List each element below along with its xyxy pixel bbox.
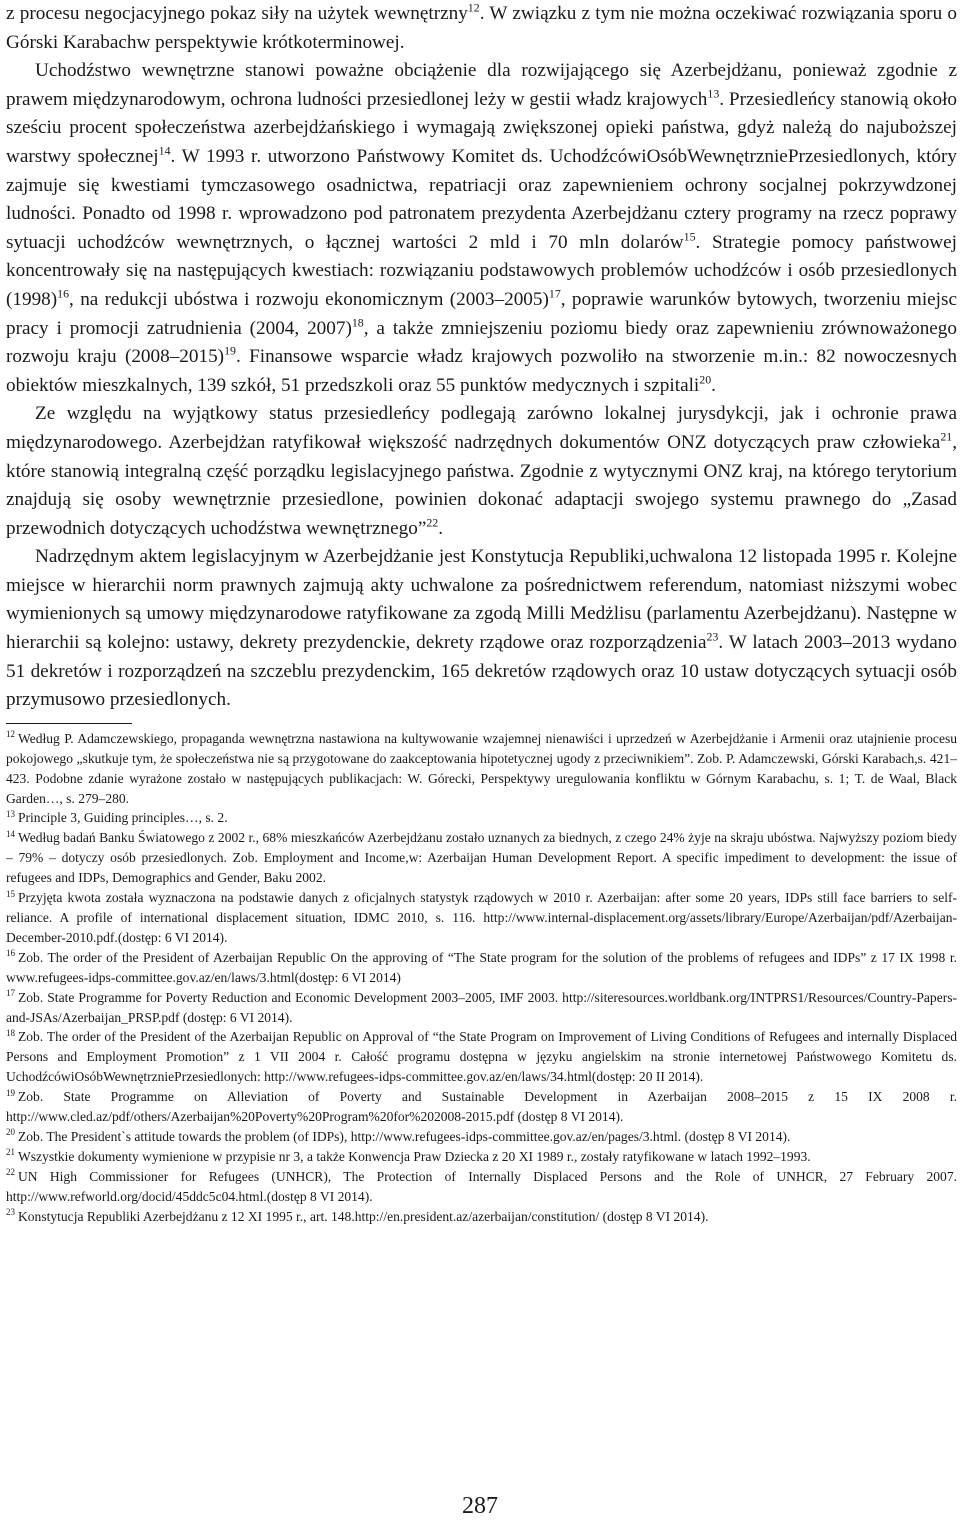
footnote-text: Wszystkie dokumenty wymienione w przypisie nr 3, a także Konwencja Praw Dziecka z 20 XI 1989 r., zostały ratyfikowane w latach 1992–1993. (18, 1148, 811, 1164)
footnote-17 (6, 988, 957, 1028)
footnote-text: Zob. State Programme for Poverty Reduction and Economic Development 2003–2005, IMF 2003. http://siteresources.worldbank.org/INTPRS1/Resources/Country-Papers-and-JSAs/Azerbaijan_PRSP.pdf (dostęp: 6 VI 2014). (6, 989, 957, 1025)
footnote-15 (6, 888, 957, 948)
paragraph-text: . (438, 517, 444, 539)
footnote-number: 19 (6, 1087, 15, 1098)
paragraph-text: , na redukcji ubóstwa i rozwoju ekonomicznym (2003–2005) (69, 288, 549, 310)
paragraph-text: . W 1993 r. utworzono Państwowy Komitet ds. UchodźcówiOsóbWewnętrzniePrzesiedlonych, który zajmuje się kwestiami tymczasowego osadnictwa, repatriacji oraz zapewnieniem ochrony socjalnej pokrzywdzonej ludności. Ponadto od 1998 r. wprowadzono pod patronatem prezydenta Azerbejdżanu cztery programy na rzecz poprawy sytuacji uchodźców wewnętrznych, o łącznej wartości 2 mld i 70 mln dolarów (6, 145, 957, 253)
footnote-text: Zob. The order of the President of Azerbaijan Republic On the approving of “The State program for the solution of the problems of refugees and IDPs” z 17 IX 1998 r. www.refugees-idps-committee.gov.az/en/laws/3.html(dostęp: 6 VI 2014) (6, 949, 957, 985)
paragraph-text: . Strategie pomocy państwowej koncentrowały się na następujących kwestiach: rozwiązaniu podstawowych problemów uchodźców i osób przesiedlonych (1998) (6, 231, 958, 310)
paragraph-text: , które stanowią integralną część porządku legislacyjnego państwa. Zgodnie z wytycznymi ONZ kraj, na którego terytorium znajdują się osoby wewnętrznie przesiedlone, powinien dokonać adaptacji swojego systemu prawnego do „Zasad przewodnich dotyczących uchodźstwa wewnętrznego” (6, 431, 957, 539)
footnote-ref-16[interactable]: 16 (57, 286, 70, 301)
footnote-number: 15 (6, 888, 15, 899)
footnote-ref-21[interactable]: 21 (940, 429, 953, 444)
footnote-separator (6, 723, 132, 724)
footnote-number: 16 (6, 948, 15, 959)
footnote-16 (6, 948, 957, 988)
footnote-13 (6, 808, 957, 828)
paragraph-text: z procesu negocjacyjnego pokaz siły na użytek wewnętrzny (6, 3, 468, 24)
footnote-ref-13[interactable]: 13 (707, 86, 720, 101)
paragraph-text: , poprawie warunków bytowych, tworzeniu miejsc pracy i promocji zatrudnienia (2004, 2007) (6, 288, 957, 339)
footnote-22 (6, 1167, 957, 1207)
footnote-23 (6, 1207, 957, 1227)
footnote-14 (6, 828, 957, 888)
footnote-ref-19[interactable]: 19 (224, 343, 236, 358)
paragraph-text: Nadrzędnym aktem legislacyjnym w Azerbejdżanie jest Konstytucja Republiki,uchwalona 12 listopada 1995 r. Kolejne miejsce w hierarchii norm prawnych zajmują akty uchwalone za pośrednictwem referendum, natomiast niższymi wobec wymienionych są umowy międzynarodowe ratyfikowane za zgodą Milli Medżlisu (parlamentu Azerbejdżanu). Następne w hierarchii są kolejno: ustawy, dekrety prezydenckie, dekrety rządowe oraz rozporządzenia (6, 546, 957, 654)
footnote-number: 21 (6, 1147, 15, 1158)
footnote-ref-14[interactable]: 14 (158, 143, 171, 158)
paragraph-4 (6, 543, 957, 715)
footnote-ref-17[interactable]: 17 (548, 286, 561, 301)
footnote-ref-20[interactable]: 20 (699, 372, 712, 387)
footnote-text: UN High Commissioner for Refugees (UNHCR), The Protection of Internally Displaced Persons and the Role of UNHCR, 27 February 2007. http://www.refworld.org/docid/45ddc5c04.html.(dostęp 8 VI 2014). (6, 1168, 957, 1204)
footnote-ref-15[interactable]: 15 (683, 229, 696, 244)
footnote-number: 22 (6, 1167, 15, 1178)
footnote-text: Według badań Banku Światowego z 2002 r., 68% mieszkańców Azerbejdżanu zostało uznanych za biednych, z czego 24% żyje na skraju ubóstwa. Najwyższy poziom biedy – 79% – dotyczy osób przesiedlonych. Zob. Employment and Income,w: Azerbaijan Human Development Report. A specific impediment to development: the issue of refugees and IDPs, Demographics and Gender, Baku 2002. (6, 830, 957, 886)
footnote-text: Zob. The order of the President of the Azerbaijan Republic on Approval of “the State Program on Improvement of Living Conditions of Refugees and internally Displaced Persons and Employment Promotion” z 1 VII 2004 r. Całość programu dostępna w języku angielskim na stronie internetowej Państwowego Komitetu ds. UchodźcówiOsóbWewnętrzniePrzesiedlonych: http://www.refugees-idps-committee.gov.az/en/laws/34.html(dostęp: 20 II 2014). (6, 1029, 957, 1085)
paragraph-1 (6, 0, 957, 57)
footnote-ref-18[interactable]: 18 (351, 315, 364, 330)
footnote-12 (6, 729, 957, 809)
footnote-text: Według P. Adamczewskiego, propaganda wewnętrzna nastawiona na kultywowanie wzajemnej nienawiści i uprzedzeń w Azerbejdżanie i Armenii oraz utajnienie procesu pokojowego „skutkuje tym, że społeczeństwa nie są przygotowane do zaakceptowania hipotetycznej ugody z przeciwnikiem”. Zob. P. Adamczewski, Górski Karabach,s. 421–423. Podobne zdanie wyrażone zostało w następujących publikacjach: W. Górecki, Perspektywy uregulowania konfliktu w Górnym Karabachu, s. 1; T. de Waal, Black Garden…, s. 279–280. (6, 730, 957, 806)
page-number: 287 (462, 1493, 498, 1519)
footnote-number: 23 (6, 1207, 15, 1218)
footnote-number: 17 (6, 988, 15, 999)
page-content (6, 0, 957, 1227)
footnote-ref-12[interactable]: 12 (467, 0, 480, 15)
footnote-19 (6, 1087, 957, 1127)
footnote-number: 12 (6, 729, 15, 740)
paragraph-text: . W związku z tym nie można oczekiwać rozwiązania sporu o Górski Karabachw perspektywie krótkoterminowej. (6, 3, 957, 53)
footnote-text: Zob. The President`s attitude towards the problem (of IDPs), http://www.refugees-idps-committee.gov.az/en/pages/3.html. (dostęp 8 VI 2014). (18, 1128, 791, 1144)
paragraph-text: , a także zmniejszeniu poziomu biedy oraz zapewnieniu zrównoważonego rozwoju kraju (2008–2015) (6, 317, 957, 368)
paragraph-text: . (711, 374, 716, 396)
paragraph-2 (6, 57, 957, 400)
footnotes (6, 729, 957, 1227)
paragraph-text: . Przesiedleńcy stanowią około sześciu procent społeczeństwa azerbejdżańskiego i wymagają zwiększonej opieki państwa, gdyż należą do najuboższej warstwy społecznej (6, 88, 957, 167)
footnote-ref-23[interactable]: 23 (706, 629, 719, 644)
paragraph-text: Ze względu na wyjątkowy status przesiedleńcy podlegają zarówno lokalnej jurysdykcji, jak i ochronie prawa międzynarodowego. Azerbejdżan ratyfikował większość nadrzędnych dokumentów ONZ dotyczących praw człowieka (6, 403, 957, 453)
footnote-ref-22[interactable]: 22 (426, 515, 439, 530)
footnote-21 (6, 1147, 957, 1167)
paragraph-3 (6, 400, 957, 543)
paragraph-text: . W latach 2003–2013 wydano 51 dekretów i rozporządzeń na szczeblu prezydenckim, 165 dekretów rządowych oraz 10 ustaw dotyczących sytuacji osób przymusowo przesiedlonych. (6, 632, 957, 711)
footnote-number: 20 (6, 1127, 15, 1138)
paragraph-text: Uchodźstwo wewnętrzne stanowi poważne obciążenie dla rozwijającego się Azerbejdżanu, ponieważ zgodnie z prawem międzynarodowym, ochrona ludności przesiedlonej leży w gestii władz krajowych (6, 60, 957, 110)
footnote-text: Przyjęta kwota została wyznaczona na podstawie danych z oficjalnych statystyk rządowych w 2010 r. Azerbaijan: after some 20 years, IDPs still face barriers to self-reliance. A profile of international displacement situation, IDMC 2010, s. 116. http://www.internal-displacement.org/assets/library/Europe/Azerbaijan/pdf/Azerbaijan-December-2010.pdf.(dostęp: 6 VI 2014). (6, 890, 957, 945)
footnote-20 (6, 1127, 957, 1147)
footnote-18 (6, 1027, 957, 1087)
footnote-text: Konstytucja Republiki Azerbejdżanu z 12 XI 1995 r., art. 148.http://en.president.az/azerbaijan/constitution/ (dostęp 8 VI 2014). (18, 1208, 709, 1224)
footnote-number: 18 (6, 1027, 15, 1038)
footnote-number: 14 (6, 828, 15, 839)
footnote-text: Principle 3, Guiding principles…, s. 2. (18, 810, 228, 826)
paragraph-text: . Finansowe wsparcie władz krajowych pozwoliło na stworzenie m.in.: 82 nowoczesnych obiektów mieszkalnych, 139 szkół, 51 przedszkoli oraz 55 punktów medycznych i szpitali (6, 346, 957, 396)
footnote-number: 13 (6, 808, 15, 819)
footnote-text: Zob. State Programme on Alleviation of Poverty and Sustainable Development in Azerbaijan 2008–2015 z 15 IX 2008 r. http://www.cled.az/pdf/others/Azerbaijan%20Poverty%20Program%20for%202008-2015.pdf (dostęp 8 VI 2014). (6, 1089, 957, 1125)
main-text (6, 0, 957, 715)
